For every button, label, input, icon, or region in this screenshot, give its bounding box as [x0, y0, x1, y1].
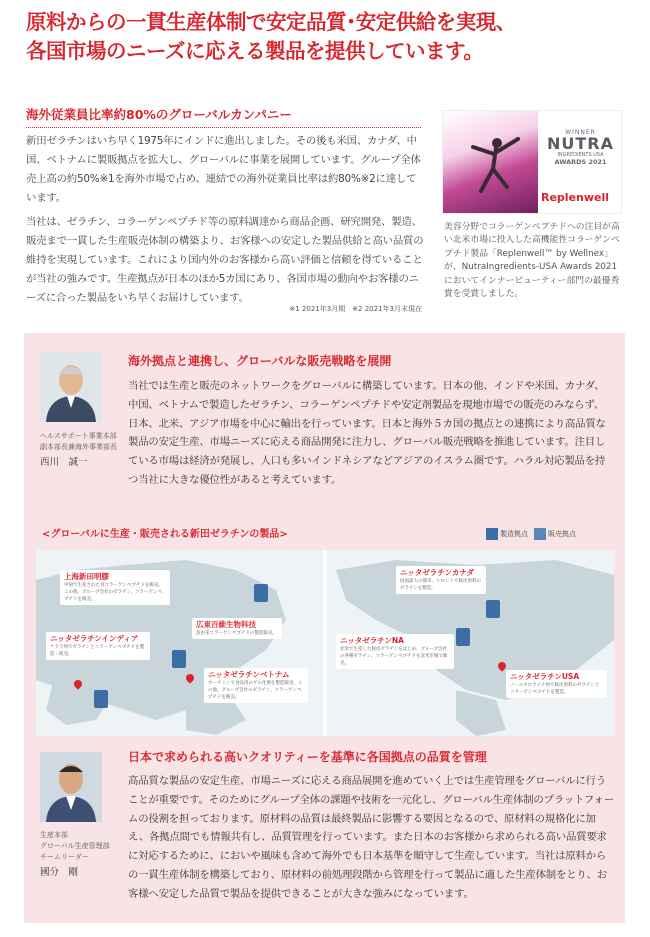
sales-office-icon [534, 528, 546, 540]
map-label-na-desc: 北米で生産した豚皮ゼラチンをはじめ、グループ会社の各種ゼラチン、コラーゲンペプチドを北米市場で販売。 [340, 647, 448, 666]
map-label-india-name: ニッタゼラチンインディア [50, 634, 139, 643]
nishikawa-info [40, 431, 117, 468]
factory-icon [486, 528, 498, 540]
world-map [36, 550, 614, 736]
nishikawa-name: 西川 誠一 [40, 457, 88, 468]
map-legend [486, 528, 576, 540]
avatar-nishikawa [40, 352, 102, 422]
award-caption: 美容分野でコラーゲンペプチドへの注目が高い北米市場に投入した高機能性コラーゲンペプチド製品「Replenwell™ by Wellnex」が、NutraIngredients-USA Awards 2021においてインナービューティー部門の最優秀賞を受賞しました。 [444, 222, 620, 300]
kokubu-name: 國分 剛 [40, 867, 79, 878]
map-label-canada-desc: 同国最大の都市、トロントで豚皮原料のゼラチンを製造。 [400, 579, 481, 591]
map-label-usa [506, 670, 606, 698]
map-label-shanghai-name: 上海新田明膠 [64, 572, 109, 581]
section3-title: 日本で求められる高いクオリティーを基準に各国拠点の品質を管理 [128, 750, 487, 764]
person-photo-icon [40, 752, 102, 822]
map-label-vietnam-desc: ホーチミンで食品用のゲル化剤を製造販売。この他、グループ会社のゼラチン、コラーゲンペプチドを販売。 [208, 681, 303, 700]
map-label-india [46, 632, 150, 660]
kokubu-role: 生産本部 グローバル生産管理部 チームリーダー [40, 831, 110, 861]
map-label-canada [396, 566, 486, 594]
kokubu-info [40, 830, 110, 878]
map-label-shanghai-desc: 中国で生産された食コラーゲンペプチドを販売。この他、グループ会社のゼラチン、コラーゲンペプチドを販売。 [64, 583, 163, 602]
section3-text: 高品質な製品の安定生産、市場ニーズに応える商品展開を進めていく上では生産管理をグローバルに行うことが重要です。そのためにグループ全体の課題や技術を一元化し、グローバル生産体制のプラットフォームの役割を担っております。原材料の品質は最終製品に影響する要因となるので、原材料の規格化に加え、各拠点間でも情報共有し、品質管理を行っています。また日本のお客様から求められる高い品質要求に対応するために、においや風味も含めて海外でも日本基準を順守して生産しています。当社は原料からの一貫生産体制を構築しており、原材料の前処理段階から管理を行って製品に適した生産体制をとり、お客様へ安定した品質で製品を提供できることが大きな強みになっています。 [128, 775, 614, 900]
headline-line-1: 原料からの一貫生産体制で安定品質･安定供給を実現、 [26, 10, 516, 34]
replenwell-logo: Replenwell [541, 191, 610, 204]
headline-line-2: 各国市場のニーズに応える製品を提供しています。 [26, 39, 484, 63]
map-label-guangdong-desc: 魚由来コラーゲンペプチドの製造販売。 [196, 631, 277, 636]
map-label-vietnam [204, 668, 308, 703]
map-label-shanghai [60, 570, 170, 605]
factory-marker-icon [254, 584, 268, 602]
award-sub-text: INGREDIENTS USA [557, 152, 604, 158]
map-label-canada-name: ニッタゼラチンカナダ [400, 568, 474, 577]
section1-paragraph-1: 新田ゼラチンはいち早く1975年にインドに進出しました。その後も米国、カナダ、中国、ベトナムに製販拠点を拡大し、グローバルに事業を展開しています。グループ全体売上高の約50%※1を海外市場で占め、連結での海外従業員比率は約80%※2に達しています。 [26, 135, 421, 204]
sales-marker-icon [456, 628, 470, 646]
avatar-kokubu [40, 752, 102, 822]
section2-text: 当社では生産と販売のネットワークをグローバルに構築しています。日本の他、インドや米国、カナダ、中国、ベトナムで製造したゼラチン、コラーゲンペプチドや安定剤製品を現地市場での販売のみならず、日本、北米、アジア市場を中心に輸出を行っています。日本と海外５カ国の拠点との連携により高品質な製品の安定生産、市場ニーズに応える商品開発に注力し、グローバル販売戦略を推進しています。注目している市場は経済が発展し、人口も多いインドネシアなどアジアのイスラム圏です。ハラル対応製品を持つ当社に大きな優位性があると考えています。 [128, 380, 606, 486]
award-photo [443, 111, 538, 214]
map-label-guangdong [192, 618, 282, 639]
section1-paragraph-2: 当社は、ゼラチン、コラーゲンペプチド等の原料調達から商品企画、研究開発、製造、販売まで一貫した生産販売体制の構築より、お客様への安定した製品供給と高い品質の維持を実現しています。これにより国内外のお客様から高い評価と信頼を得ていることが当社の強みです。生産拠点が日本のほか5カ国にあり、各国市場の動向やお客様のニーズに合った製品をいち早くお届けしています。 [26, 216, 424, 304]
legend-factory-label: 製造拠点 [500, 530, 528, 538]
map-label-usa-desc: ノースカロライナ州で豚皮原料のゼラチンとコラーゲンペプチドを製造。 [510, 683, 600, 695]
section2-title: 海外拠点と連携し、グローバルな販売戦略を展開 [128, 354, 392, 368]
award-nutra-text: NUTRA [547, 134, 614, 153]
factory-marker-icon [172, 650, 186, 668]
factory-marker-icon [94, 690, 108, 708]
map-label-na-name: ニッタゼラチンNA [340, 636, 404, 645]
dancer-figure-icon [463, 129, 523, 199]
section1-footnote: ※1 2021年3月期 ※2 2021年3月末現在 [289, 305, 422, 313]
page-headline [26, 8, 626, 66]
legend-sales [534, 528, 576, 540]
award-image [442, 110, 622, 214]
section1-title: 海外従業員比率約80%のグローバルカンパニー [26, 107, 292, 122]
map-label-na [336, 634, 454, 669]
award-winner-text: WINNER [565, 129, 596, 136]
map-label-vietnam-name: ニッタゼラチンベトナム [208, 670, 290, 679]
award-badge [538, 129, 622, 166]
legend-sales-label: 販売拠点 [548, 530, 576, 538]
person-photo-icon [40, 352, 102, 422]
map-title: <グローバルに生産・販売される新田ゼラチンの製品> [42, 529, 288, 540]
map-label-guangdong-name: 広東百維生物科技 [196, 620, 256, 629]
nishikawa-role: ヘルスサポート事業本部 副本部長兼海外事業部長 [40, 432, 117, 451]
award-year-text: AWARDS 2021 [554, 158, 607, 166]
factory-marker-icon [486, 600, 500, 618]
map-label-usa-name: ニッタゼラチンUSA [510, 672, 580, 681]
legend-factory [486, 528, 528, 540]
map-label-india-desc: ケララ州でゼラチンとコラーゲンペプチドを製造・販売。 [50, 645, 145, 657]
